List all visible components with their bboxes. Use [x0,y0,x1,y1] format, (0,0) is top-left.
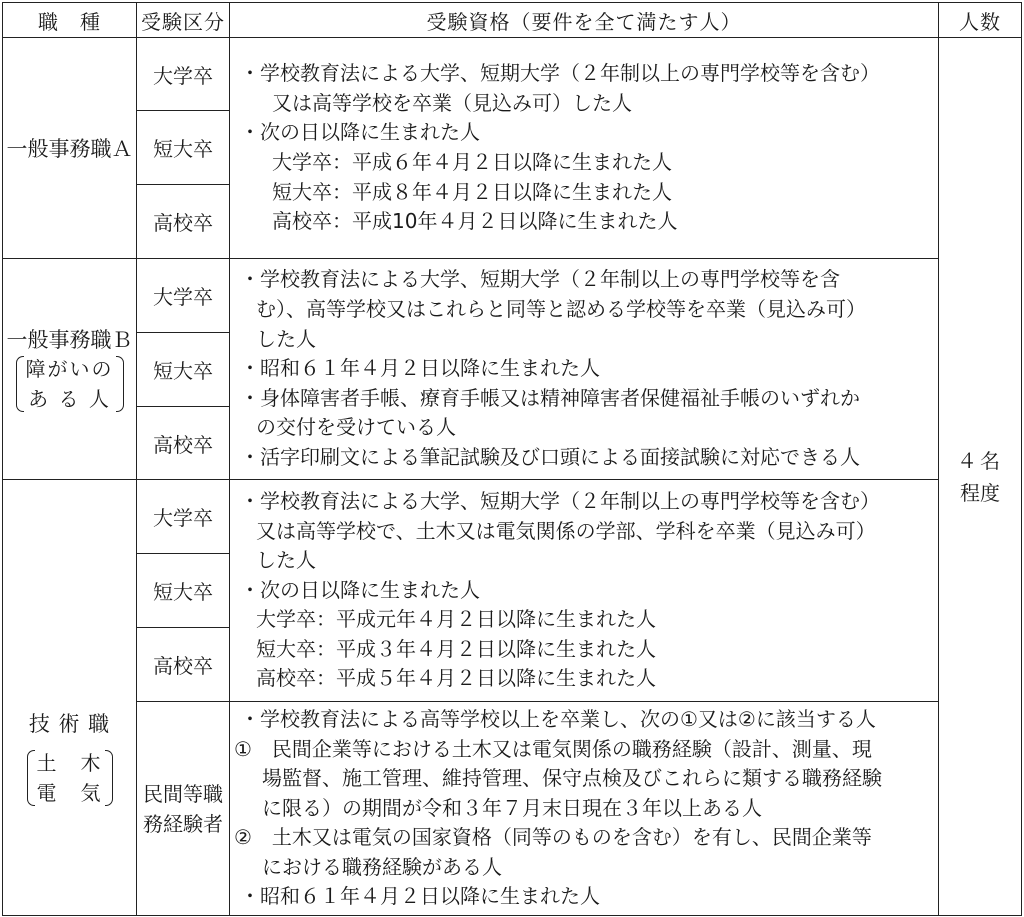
job-type-subnote [27,748,113,808]
qualification-line: 高校卒：平成５年４月２日以降に生まれた人 [256,666,656,691]
job-type-name: 一般事務職Ｂ [6,328,133,352]
job-type-subnote-line: 電 気 [36,780,103,805]
exam-category-line: 務経験者 [143,811,223,836]
qualification-line: 短大卒：平成８年４月２日以降に生まれた人 [272,179,672,204]
qualification-line: ・学校教育法による大学、短期大学（２年制以上の専門学校等を含む） [240,488,880,513]
qualification-line: ・学校教育法による大学、短期大学（２年制以上の専門学校等を含 [240,267,840,292]
job-type-general-a [3,38,137,259]
qualification-line: ・学校教育法による大学、短期大学（２年制以上の専門学校等を含む） [240,61,880,86]
recruitment-requirements-table [2,2,1022,916]
qualification-line: に限る）の期間が令和３年７月末日現在３年以上ある人 [262,795,762,820]
exam-category-cell: 高校卒 [137,185,230,259]
qualification-line: ・昭和６１年４月２日以降に生まれた人 [240,356,600,381]
qualification-line: した人 [256,548,316,573]
qualification-line: ・身体障害者手帳、療育手帳又は精神障害者保健福祉手帳のいずれか [240,385,860,410]
qualification-line: における職務経験がある人 [262,854,502,879]
exam-category-cell: 大学卒 [137,259,230,333]
table-row [3,702,1022,916]
exam-category-cell: 短大卒 [137,333,230,407]
qualification-line: 又は高等学校を卒業（見込み可）した人 [272,90,632,115]
exam-category-cell: 短大卒 [137,111,230,185]
qualification-line: む）、高等学校又はこれらと同等と認める学校等を卒業（見込み可） [256,297,866,322]
job-type-general-b [3,259,137,480]
exam-category-cell: 高校卒 [137,407,230,480]
job-type-subnote-line: あ る 人 [28,387,111,411]
table-row [3,38,1022,111]
qualifications-general-b [230,259,939,480]
job-type-subnote [16,354,124,414]
header-qualifications: 受験資格（要件を全て満たす人） [230,3,939,38]
qualification-line: の交付を受けている人 [256,415,456,440]
exam-category-experienced [137,702,230,916]
qualification-line: ・昭和６１年４月２日以降に生まれた人 [240,884,600,909]
count-cell [939,38,1022,916]
qualification-line: 大学卒：平成元年４月２日以降に生まれた人 [256,607,656,632]
exam-category-line: 民間等職 [143,781,223,806]
job-type-name: 一般事務職Ａ [6,137,133,161]
qualification-line: ・次の日以降に生まれた人 [240,120,480,145]
job-type-subnote-line: 障がいの [25,357,114,381]
qualification-line: 場監督、施工管理、維持管理、保守点検及びこれらに類する職務経験 [262,766,882,791]
header-job-type: 職 種 [3,3,137,38]
job-type-name: 技 術 職 [28,711,111,736]
qualifications-technical-experienced [230,702,939,916]
exam-category-cell: 大学卒 [137,480,230,554]
count-value: ４名 [957,448,1003,473]
job-type-technical [3,480,137,916]
header-exam-category: 受験区分 [137,3,230,38]
qualification-line: 大学卒：平成６年４月２日以降に生まれた人 [272,150,672,174]
table-header-row [3,3,1022,38]
qualifications-general-a [230,38,939,259]
exam-category-cell: 短大卒 [137,554,230,628]
qualification-line: ① 民間企業等における土木又は電気関係の職務経験（設計、測量、現 [234,736,872,761]
header-count: 人数 [939,3,1022,38]
qualification-line: ② 土木又は電気の国家資格（同等のものを含む）を有し、民間企業等 [234,825,872,850]
job-type-subnote-line: 土 木 [36,750,103,775]
table-row [3,259,1022,333]
qualification-line: ・活字印刷文による筆記試験及び口頭による面接試験に対応できる人 [240,444,860,469]
count-suffix: 程度 [960,480,1000,505]
qualifications-technical-grad [230,480,939,702]
qualification-line: ・学校教育法による高等学校以上を卒業し、次の①又は②に該当する人 [240,706,876,731]
qualification-line: ・次の日以降に生まれた人 [240,577,480,602]
qualification-line: 又は高等学校で、土木又は電気関係の学部、学科を卒業（見込み可） [256,518,876,543]
qualification-line: 短大卒：平成３年４月２日以降に生まれた人 [256,636,656,661]
qualification-line: した人 [256,326,316,351]
exam-category-cell: 高校卒 [137,628,230,702]
qualification-line: 高校卒：平成10年４月２日以降に生まれた人 [272,209,678,234]
exam-category-cell: 大学卒 [137,38,230,111]
table-row [3,480,1022,554]
